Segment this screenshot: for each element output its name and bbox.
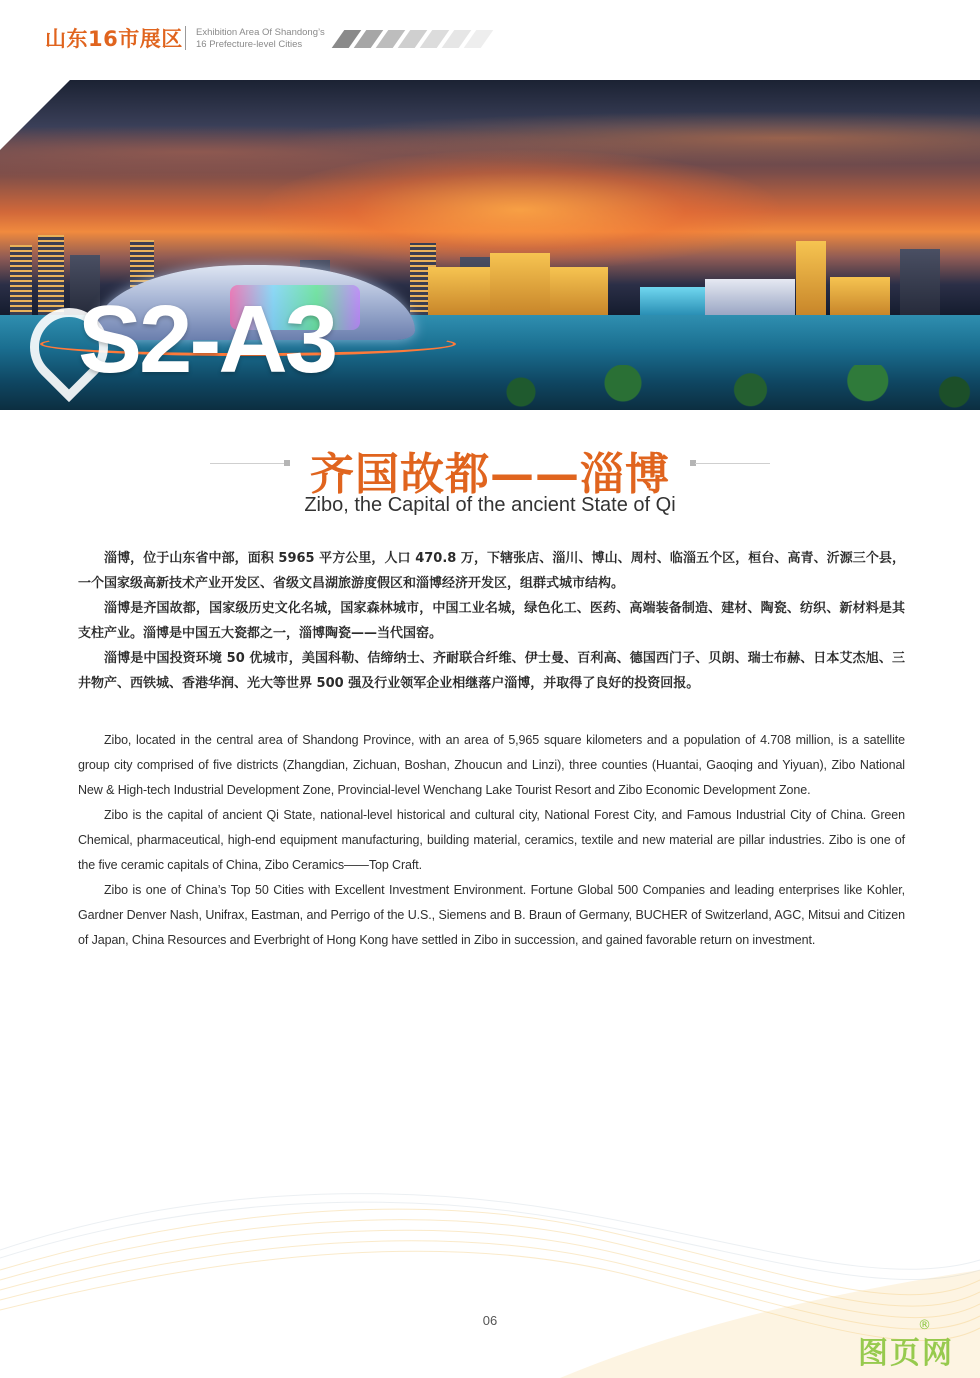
header-stripes-decoration: [338, 30, 487, 48]
chinese-description: [78, 546, 905, 696]
golden-wave-decoration: [0, 1150, 980, 1378]
white-lit-building: [705, 279, 795, 315]
tower-building: [900, 249, 940, 315]
chinese-paragraph: 淄博是齐国故都，国家级历史文化名城，国家森林城市，中国工业名城，绿色化工、医药、高端装备制造、建材、陶瓷、纺织、新材料是其支柱产业。淄博是中国五大瓷都之一，淄博陶瓷——当代国窑。: [78, 601, 905, 641]
section-subtitle: [196, 27, 325, 51]
section-subtitle-line-2: 16 Prefecture-level Cities: [196, 39, 303, 50]
golden-museum-tower: [490, 253, 550, 315]
chinese-paragraph: 淄博，位于山东省中部，面积 5965 平方公里，人口 470.8 万，下辖张店、淄川、博山、周村、临淄五个区，桓台、高青、沂源三个县，一个国家级高新技术产业开发区、省级文昌湖旅游度假区和淄博经济开发区，组群式城市结构。: [78, 551, 905, 591]
lakeside-trees: [470, 365, 980, 410]
header-divider: [185, 26, 186, 50]
registered-mark: ®: [918, 1318, 931, 1333]
gold-hotel-tower: [796, 241, 826, 315]
page-title-english: Zibo, the Capital of the ancient State of Qi: [304, 494, 676, 516]
site-watermark-logo: 图页网: [858, 1336, 954, 1371]
gold-low-building: [830, 277, 890, 315]
sunset-glow: [260, 150, 780, 270]
page-title-chinese: 齐国故都——淄博: [310, 449, 670, 500]
english-description: [78, 728, 905, 953]
tower-building: [38, 235, 64, 315]
banner-corner-cut: [0, 80, 70, 150]
city-night-panorama-image: [0, 80, 980, 410]
section-subtitle-line-1: Exhibition Area Of Shandong’s: [196, 27, 325, 38]
chinese-paragraph: 淄博是中国投资环境 50 优城市，美国科勒、佶缔纳士、齐耐联合纤维、伊士曼、百利高、德国西门子、贝朗、瑞士布赫、日本艾杰旭、三井物产、西铁城、香港华润、光大等世界 500 强及行业领军企业相继落户淄博，并取得了良好的投资回报。: [78, 651, 905, 691]
page-number: 06: [482, 1313, 498, 1328]
english-paragraph: Zibo is one of China’s Top 50 Cities with Excellent Investment Environment. Fortune Global 500 Companies and leading enterprises like Kohler, Gardner Denver Nash, Unifrax, Eastman, and Perrigo of the U.S., Siemens and B. Braun of Germany, BUCHER of Switzerland, AGC, Mitsui and Citizen of Japan, China Resources and Everbright of Hong Kong have settled in Zibo in succession, and gained favorable return on investment.: [78, 883, 905, 947]
page-header: [0, 0, 980, 81]
tower-building: [10, 245, 32, 315]
section-title: 山东16市展区: [45, 27, 183, 51]
english-paragraph: Zibo, located in the central area of Shandong Province, with an area of 5,965 square kilometers and a population of 4.708 million, is a satellite group city comprised of five districts (Zhangdian, Zichuan, Boshan, Zhoucun and Linzi), three counties (Huantai, Gaoqing and Yiyuan), Zibo National New & High-tech Industrial Development Zone, Provincial-level Wenchang Lake Tourist Resort and Zibo Economic Development Zone.: [78, 733, 905, 797]
booth-code: S2-A3: [78, 286, 336, 393]
english-paragraph: Zibo is the capital of ancient Qi State, national-level historical and cultural city, National Forest City, and Famous Industrial City of China. Green Chemical, pharmaceutical, high-end equipment manufacturing, building material, ceramics, textile and new material are pillar industries. Zibo is one of the five ceramic capitals of China, Zibo Ceramics——Top Craft.: [78, 808, 905, 872]
